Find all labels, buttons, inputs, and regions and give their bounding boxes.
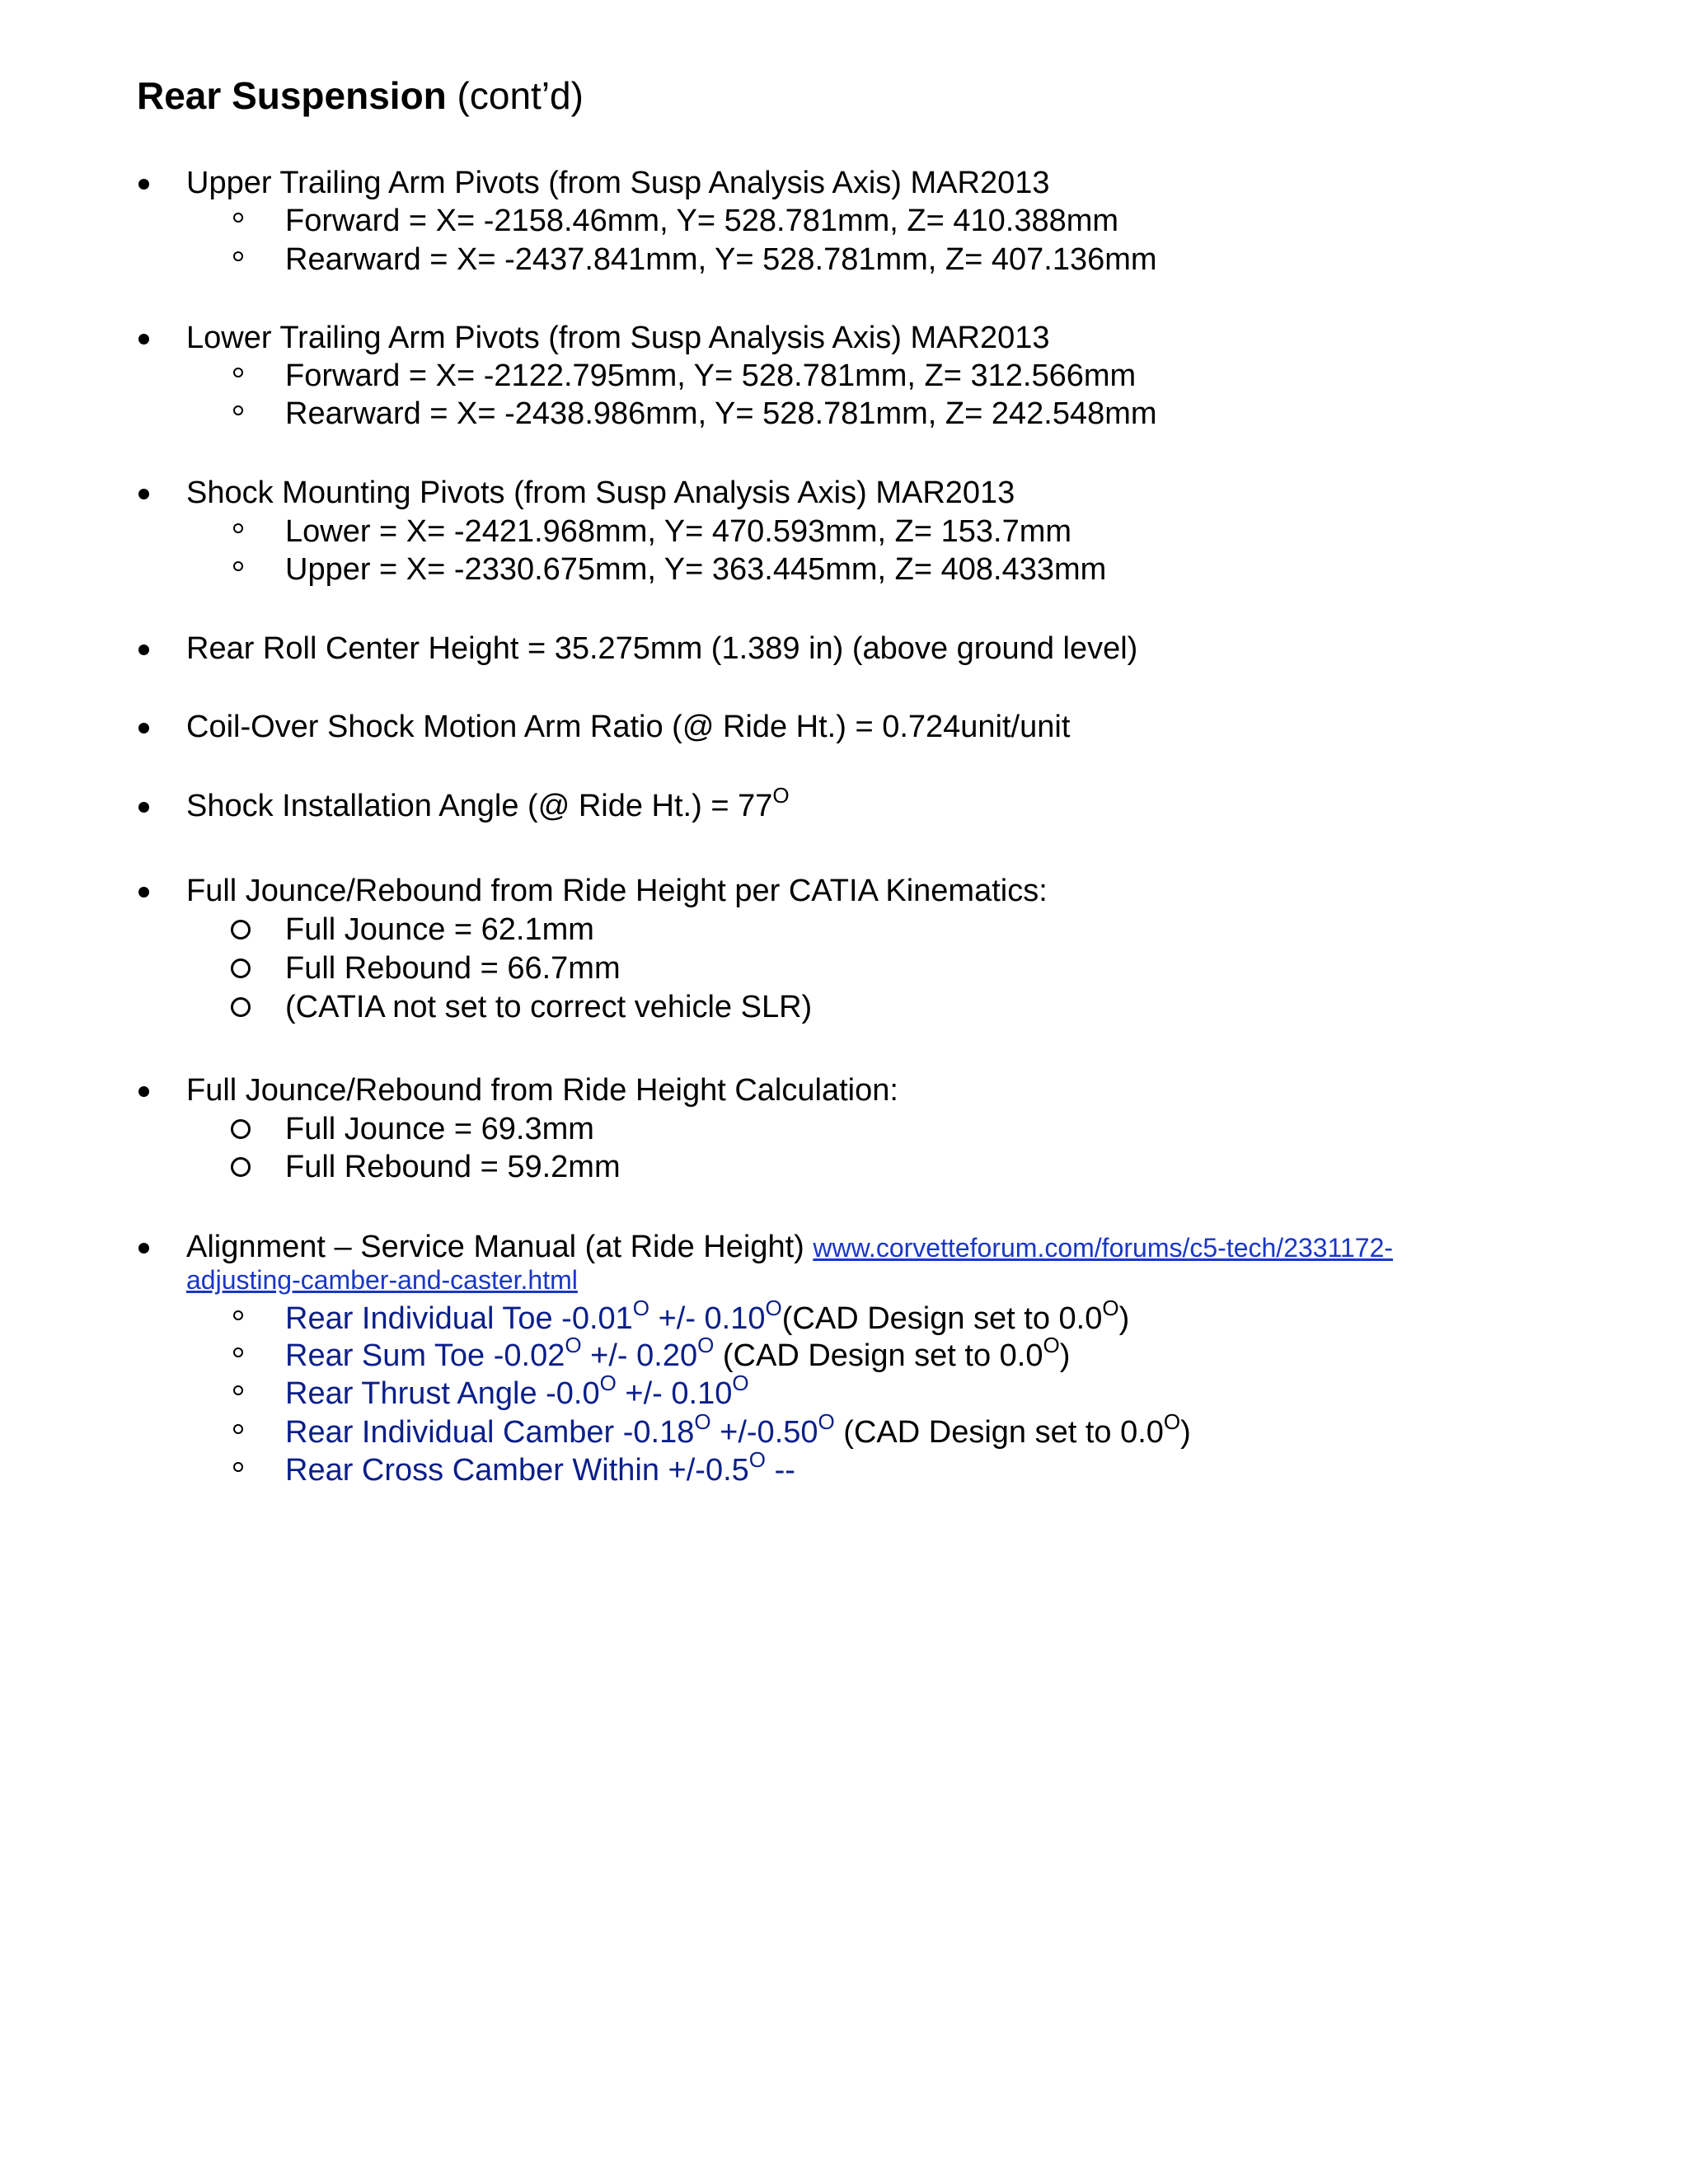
- thrust-angle-line: [285, 1371, 749, 1413]
- toe-text-b: +/- 0.10: [649, 1301, 766, 1336]
- degree-symbol: O: [818, 1409, 835, 1434]
- sub-bullet-icon: [231, 958, 251, 978]
- calc-heading: Full Jounce/Rebound from Ride Height Calculation:: [186, 1073, 898, 1108]
- roll-center-text: Rear Roll Center Height = 35.275mm (1.389 in) (above ground level): [186, 631, 1138, 666]
- shock-mounting-heading: Shock Mounting Pivots (from Susp Analysis Axis) MAR2013: [186, 476, 1015, 510]
- upper-rearward-text: Rearward = X= -2437.841mm, Y= 528.781mm, Z= 407.136mm: [285, 242, 1157, 277]
- catia-heading: Full Jounce/Rebound from Ride Height per CATIA Kinematics:: [186, 874, 1048, 908]
- degree-symbol: O: [632, 1296, 650, 1320]
- catia-jounce-text: Full Jounce = 62.1mm: [285, 912, 594, 947]
- degree-symbol: O: [565, 1333, 582, 1357]
- camber-text-d: ): [1180, 1415, 1191, 1450]
- individual-camber-line: [285, 1409, 1191, 1451]
- shock-upper-text: Upper = X= -2330.675mm, Y= 363.445mm, Z= 408.433mm: [285, 552, 1107, 587]
- motion-ratio-text: Coil-Over Shock Motion Arm Ratio (@ Ride Ht.) = 0.724unit/unit: [186, 710, 1071, 744]
- upper-forward-text: Forward = X= -2158.46mm, Y= 528.781mm, Z= 410.388mm: [285, 204, 1119, 238]
- sub-bullet-icon: [231, 920, 251, 940]
- sub-bullet-icon: [233, 405, 243, 415]
- alignment-line: [186, 1228, 1393, 1267]
- title-bold: Rear Suspension: [137, 74, 447, 117]
- title-rest: (cont’d): [446, 74, 584, 117]
- sub-bullet-icon: [231, 997, 251, 1017]
- sub-bullet-icon: [231, 1157, 251, 1177]
- forum-link-part1[interactable]: www.corvetteforum.com/forums/c5-tech/2331172-: [813, 1233, 1394, 1263]
- toe-text-a: Rear Individual Toe -0.01: [285, 1301, 633, 1336]
- sub-bullet-icon: [233, 213, 243, 223]
- sub-bullet-icon: [233, 1462, 243, 1472]
- catia-note-text: (CATIA not set to correct vehicle SLR): [285, 990, 813, 1024]
- lower-rearward-text: Rearward = X= -2438.986mm, Y= 528.781mm, Z= 242.548mm: [285, 396, 1157, 431]
- camber-text-b: +/-0.50: [710, 1415, 818, 1450]
- catia-rebound-text: Full Rebound = 66.7mm: [285, 951, 621, 986]
- sub-bullet-icon: [233, 1347, 243, 1357]
- toe-text-d: ): [1118, 1301, 1130, 1336]
- sum-text-d: ): [1059, 1338, 1071, 1373]
- cross-text-b: --: [766, 1453, 795, 1488]
- camber-text-c: (CAD Design set to 0.0: [834, 1415, 1164, 1450]
- forum-link-part2[interactable]: adjusting-camber-and-caster.html: [186, 1265, 578, 1295]
- alignment-heading: Alignment – Service Manual (at Ride Height): [186, 1230, 814, 1264]
- lower-forward-text: Forward = X= -2122.795mm, Y= 528.781mm, Z= 312.566mm: [285, 359, 1137, 393]
- degree-symbol: O: [748, 1447, 767, 1472]
- upper-trailing-heading: Upper Trailing Arm Pivots (from Susp Analysis Axis) MAR2013: [186, 166, 1050, 200]
- degree-symbol: O: [1163, 1409, 1181, 1434]
- calc-jounce-text: Full Jounce = 69.3mm: [285, 1112, 594, 1146]
- cross-camber-line: [285, 1447, 795, 1489]
- degree-symbol: O: [697, 1333, 715, 1357]
- shock-angle-line: [186, 783, 790, 825]
- degree-symbol: O: [1102, 1296, 1119, 1320]
- degree-symbol: O: [772, 783, 790, 808]
- lower-trailing-heading: Lower Trailing Arm Pivots (from Susp Analysis Axis) MAR2013: [186, 321, 1050, 355]
- sub-bullet-icon: [233, 1310, 243, 1320]
- sub-bullet-icon: [233, 523, 243, 533]
- shock-angle-text: Shock Installation Angle (@ Ride Ht.) = 77: [186, 789, 773, 823]
- toe-text-c: (CAD Design set to 0.0: [781, 1301, 1103, 1336]
- sub-bullet-icon: [231, 1119, 251, 1139]
- shock-lower-text: Lower = X= -2421.968mm, Y= 470.593mm, Z= 153.7mm: [285, 514, 1072, 549]
- thrust-text-b: +/- 0.10: [616, 1376, 733, 1411]
- sub-bullet-icon: [233, 1385, 243, 1395]
- sum-toe-line: [285, 1333, 1071, 1375]
- camber-text-a: Rear Individual Camber -0.18: [285, 1415, 695, 1450]
- degree-symbol: O: [694, 1409, 711, 1434]
- sub-bullet-icon: [233, 561, 243, 571]
- sub-bullet-icon: [233, 368, 243, 377]
- sub-bullet-icon: [233, 1424, 243, 1434]
- sub-bullet-icon: [233, 251, 243, 261]
- thrust-text-a: Rear Thrust Angle -0.0: [285, 1376, 600, 1411]
- sum-text-c: (CAD Design set to 0.0: [714, 1338, 1043, 1373]
- sum-text-b: +/- 0.20: [581, 1338, 698, 1373]
- page-title: [137, 73, 584, 119]
- degree-symbol: O: [1043, 1333, 1060, 1357]
- degree-symbol: O: [765, 1296, 782, 1320]
- sum-text-a: Rear Sum Toe -0.02: [285, 1338, 565, 1373]
- calc-rebound-text: Full Rebound = 59.2mm: [285, 1150, 621, 1184]
- degree-symbol: O: [599, 1371, 617, 1395]
- degree-symbol: O: [732, 1371, 749, 1395]
- cross-text-a: Rear Cross Camber Within +/-0.5: [285, 1453, 749, 1488]
